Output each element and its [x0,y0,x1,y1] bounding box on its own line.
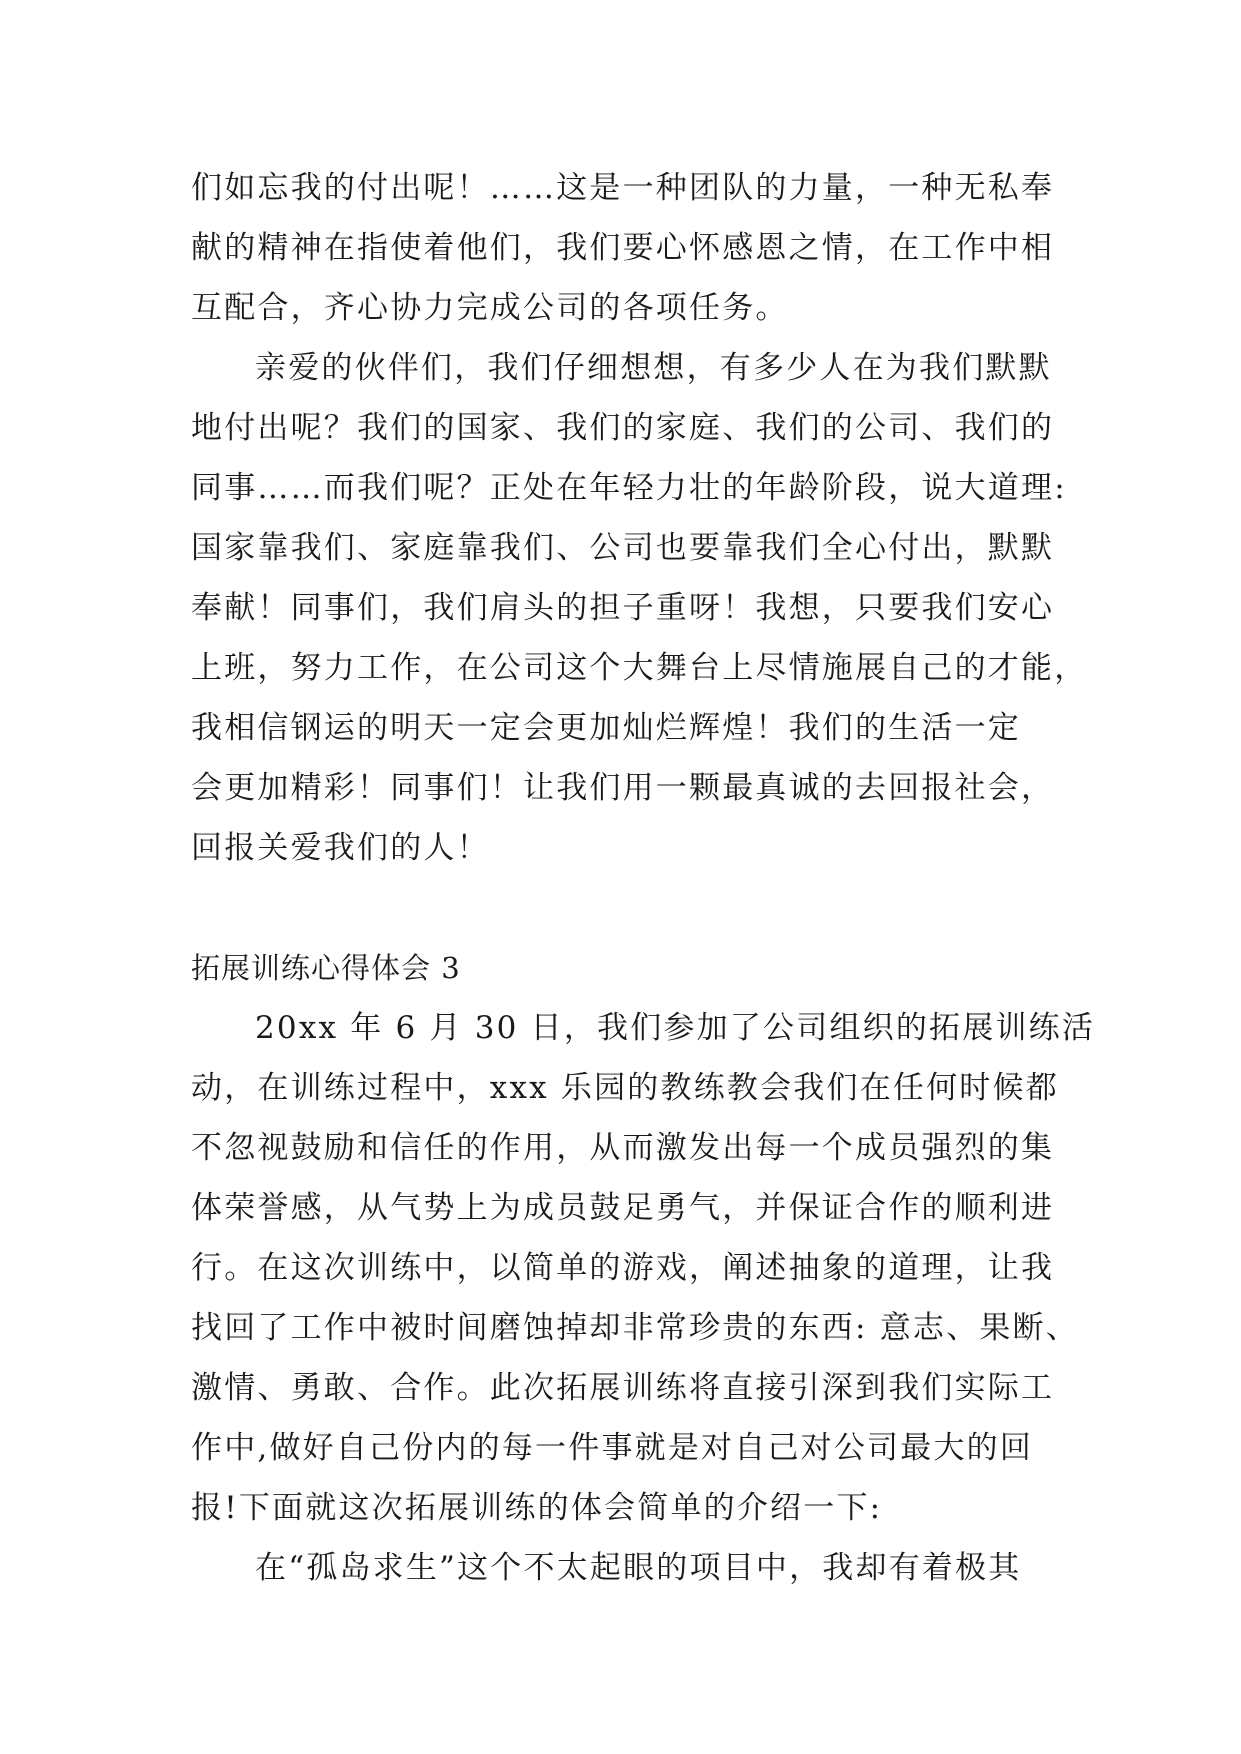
text-line: 我相信钢运的明天一定会更加灿烂辉煌！我们的生活一定 [191,710,1021,746]
text-line: 国家靠我们、家庭靠我们、公司也要靠我们全心付出，默默 [191,530,1055,566]
text-line: 们如忘我的付出呢！……这是一种团队的力量，一种无私奉 [191,170,1055,206]
text-line: 会更加精彩！同事们！让我们用一颗最真诚的去回报社会， [191,770,1055,806]
text-line: 找回了工作中被时间磨蚀掉却非常珍贵的东西: 意志、果断、 [191,1310,1079,1346]
text-line: 回报关爱我们的人！ [191,830,490,866]
text-line: 20xx 年 6 月 30 日，我们参加了公司组织的拓展训练活 [255,1010,1096,1046]
text-line: 互配合，齐心协力完成公司的各项任务。 [191,290,789,326]
text-line: 献的精神在指使着他们，我们要心怀感恩之情，在工作中相 [191,230,1055,266]
section-spacer [191,878,1051,938]
paragraph [191,998,1096,1538]
text-line: 上班，努力工作，在公司这个大舞台上尽情施展自己的才能， [191,650,1088,686]
text-line: 动，在训练过程中，xxx 乐园的教练教会我们在任何时候都 [191,1070,1059,1106]
text-line: 同事……而我们呢？正处在年轻力壮的年龄阶段，说大道理: [191,470,1067,506]
paragraph [191,1538,1051,1598]
text-line: 在“孤岛求生”这个不太起眼的项目中，我却有着极其 [255,1550,1022,1586]
text-line: 地付出呢？我们的国家、我们的家庭、我们的公司、我们的 [191,410,1055,446]
text-line: 报!下面就这次拓展训练的体会简单的介绍一下: [191,1490,883,1526]
text-line: 作中,做好自己份内的每一件事就是对自己对公司最大的回 [191,1430,1034,1466]
text-line: 行。在这次训练中，以简单的游戏，阐述抽象的道理，让我 [191,1250,1055,1286]
text-line: 亲爱的伙伴们，我们仔细想想，有多少人在为我们默默 [255,350,1052,386]
paragraph [191,158,1055,338]
text-line: 激情、勇敢、合作。此次拓展训练将直接引深到我们实际工 [191,1370,1055,1406]
document-page [191,158,1096,1598]
section-title: 拓展训练心得体会 3 [191,951,461,985]
text-line: 奉献！同事们，我们肩头的担子重呀！我想，只要我们安心 [191,590,1055,626]
paragraph [191,338,1088,878]
text-line: 不忽视鼓励和信任的作用，从而激发出每一个成员强烈的集 [191,1130,1055,1166]
text-line: 体荣誉感，从气势上为成员鼓足勇气，并保证合作的顺利进 [191,1190,1055,1226]
